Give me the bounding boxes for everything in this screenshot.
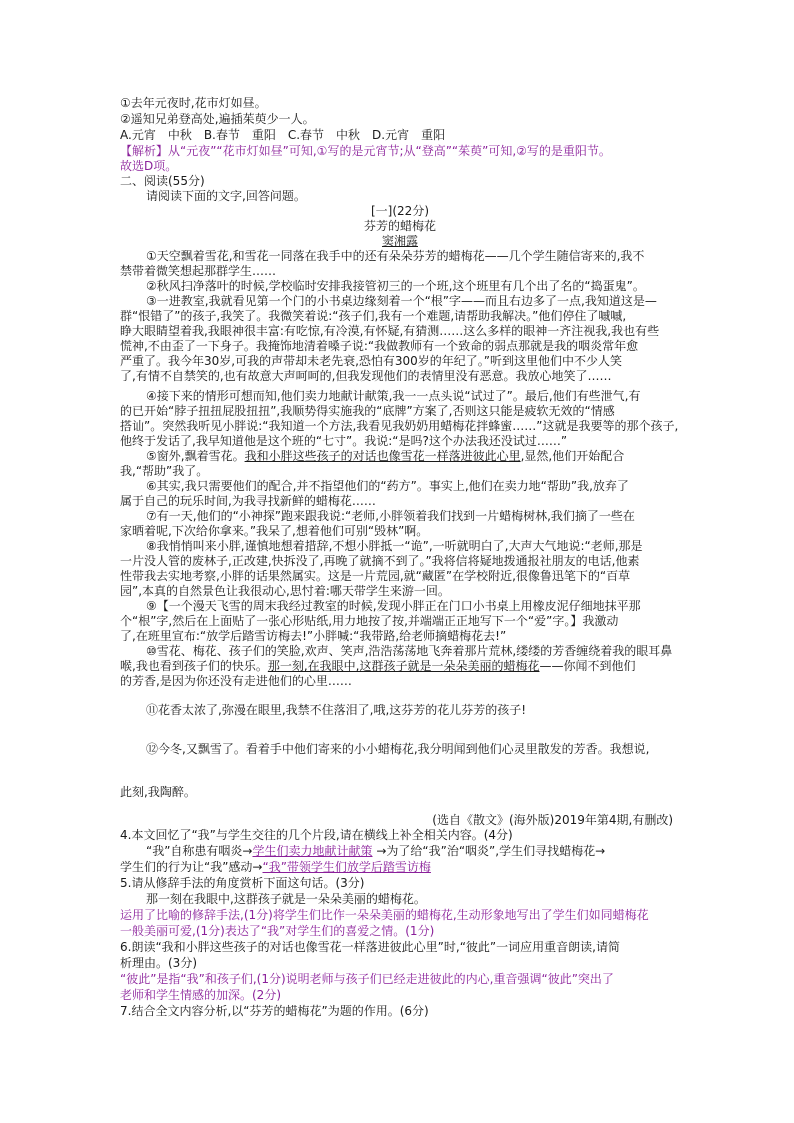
text-line: 家晒着呢,下次给你拿来。”我呆了,想着他们可别“毁林”啊。: [120, 524, 429, 538]
text-line: “我”自称患有咽炎→学生们卖力地献计献策 →为了给“我”治“咽炎”,学生们寻找蜡梅花→: [146, 844, 606, 858]
text-line: ①去年元夜时,花市灯如昼。: [120, 96, 267, 110]
text-line: 我,“帮助”我了。: [120, 464, 209, 478]
underlined-text: 我和小胖这些孩子的对话也像雪花一样落进彼此心里: [244, 449, 521, 463]
text-line: 故选D项。: [120, 159, 178, 173]
text-line: ⑨【一个漫天飞雪的周末我经过教室的时候,发现小胖正在门口小书桌上用橡皮泥仔细地抹平那: [146, 599, 641, 613]
text-line: 二、阅读(55分): [120, 174, 205, 188]
text-line: 慌神,不由歪了一下身子。我掩饰地清着嗓子说:“我做教师有一个致命的弱点那就是我的咽炎常年愈: [120, 339, 639, 353]
text-line: ④接下来的情形可想而知,他们卖力地献计献策,我一一点头说“试过了”。最后,他们有些泄气,有: [146, 389, 641, 403]
text-line: 析理由。(3分): [120, 956, 197, 970]
text-line: 7.结合全文内容分析,以“芬芳的蜡梅花”为题的作用。(6分): [120, 1004, 429, 1018]
text-line: 芬芳的蜡梅花: [363, 219, 436, 233]
text-line: ⑦有一天,他们的“小神探”跑来跟我说:“老师,小胖领着我们找到一片蜡梅树林,我们摘了一些在: [146, 509, 635, 523]
text-line: 4.本文回忆了“我”与学生交往的几个片段,请在横线上补全相关内容。(4分): [120, 828, 513, 842]
text-line: 此刻,我陶醉。: [120, 785, 196, 799]
text-line: A.元宵 中秋 B.春节 重阳 C.春节 中秋 D.元宵 重阳: [120, 128, 446, 142]
text-line: 老师和学生情感的加深。(2分): [120, 988, 281, 1002]
text-line: 【解析】从“元夜”“花市灯如昼”可知,①写的是元宵节;从“登高”“茱萸”可知,②写的是重阳节。: [120, 144, 611, 158]
text-line: ②遥知兄弟登高处,遍插茱萸少一人。: [120, 112, 315, 126]
text-line: 属于自己的玩乐时间,为我寻找新鲜的蜡梅花……: [120, 494, 376, 508]
text-line: ①天空飘着雪花,和雪花一同落在我手中的还有朵朵芬芳的蜡梅花——几个学生随信寄来的,我不: [146, 249, 645, 263]
text-line: 窦湘露: [381, 234, 418, 248]
text-line: 那一刻在我眼中,这群孩子就是一朵朵美丽的蜡梅花。: [146, 892, 426, 906]
text-line: 喉,我也看到孩子们的快乐。那一刻,在我眼中,这群孩子就是一朵朵美丽的蜡梅花——你闻不到他们: [120, 659, 636, 673]
underlined-text: “我”带领学生们放学后踏雪访梅: [262, 860, 431, 874]
text-line: 性带我去实地考察,小胖的话果然属实。这是一片荒园,就“藏匿”在学校附近,很像鲁迅笔下的“百草: [120, 569, 631, 583]
text-line: 他终于发话了,我早知道他是这个班的“七寸”。我说:“是吗?这个办法我还没试过……”: [120, 434, 568, 448]
underlined-text: 那一刻,在我眼中,这群孩子就是一朵朵美丽的蜡梅花: [267, 659, 540, 673]
text-line: 了,有情不自禁笑的,也有故意大声呵呵的,但我发现他们的表情里没有恶意。我放心地笑了……: [120, 369, 612, 383]
text-line: ③一进教室,我就看见第一个门的小书桌边缘刻着一个“根”字——而且右边多了一点,我知道这是—: [146, 294, 657, 308]
text-line: 个“根”字,然后在上面贴了一张心形贴纸,用力地按了按,并端端正正地写下一个“爱”字。】我激动: [120, 614, 619, 628]
text-line: [一](22分): [371, 204, 429, 218]
text-line: 的芳香,是因为你还没有走进他们的心里……: [120, 674, 352, 688]
text-line: 的已开始“脖子扭扭屁股扭扭”,我顺势得实施我的“底牌”方案了,否则这只能是疲软无效的“情感: [120, 404, 615, 418]
text-line: 5.请从修辞手法的角度赏析下面这句话。(3分): [120, 876, 365, 890]
underlined-text: 学生们卖力地献计献策: [252, 844, 373, 858]
text-line: 请阅读下面的文字,回答问题。: [146, 189, 306, 203]
text-line: 一般美丽可爱,(1分)表达了“我”对学生们的喜爱之情。(1分): [120, 924, 435, 938]
text-line: ⑤窗外,飘着雪花。我和小胖这些孩子的对话也像雪花一样落进彼此心里,显然,他们开始配合: [146, 449, 625, 463]
text-line: 了,在班里宣布:“放学后踏雪访梅去!”小胖喊:“我带路,给老师摘蜡梅花去!”: [120, 629, 507, 643]
text-line: 群“恨错了”的孩子,我笑了。我微笑着说:“孩子们,我有一个难题,请帮助我解决。”他们停住了嘁嘁,: [120, 309, 627, 323]
text-line: ②秋风扫净落叶的时候,学校临时安排我接管初三的一个班,这个班里有几个出了名的“捣蛋鬼”。: [146, 279, 645, 293]
text-line: 运用了比喻的修辞手法,(1分)将学生们比作一朵朵美丽的蜡梅花,生动形象地写出了学生们如同蜡梅花: [120, 908, 649, 922]
text-line: ⑫今冬,又飘雪了。看着手中他们寄来的小小蜡梅花,我分明闻到他们心灵里散发的芳香。我想说,: [146, 742, 650, 756]
text-line: ⑪花香太浓了,弥漫在眼里,我禁不住落泪了,哦,这芬芳的花儿芬芳的孩子!: [146, 703, 527, 717]
text-line: “彼此”是指“我”和孩子们,(1分)说明老师与孩子们已经走进彼此的内心,重音强调“彼此”突出了: [120, 972, 614, 986]
text-line: ⑧我悄悄叫来小胖,谨慎地想着措辞,不想小胖抵一“诡”,一听就明白了,大声大气地说:“老师,那是: [146, 539, 643, 553]
text-line: (选自《散文》(海外版)2019年第4期,有删改): [432, 813, 673, 827]
text-line: 园”,本真的自然景色让我很动心,思忖着:哪天带学生来游一回。: [120, 584, 450, 598]
text-line: ⑥其实,我只需要他们的配合,并不指望他们的“药方”。事实上,他们在卖力地“帮助”我,放弃了: [146, 479, 629, 493]
text-line: 搭讪”。突然我听见小胖说:“我知道一个方法,我看见我奶奶用蜡梅花拌蜂蜜……”这就是我要等的那个孩子,: [120, 419, 679, 433]
text-line: 一片没人管的废林子,正改建,快拆没了,再晚了就摘不到了。”我将信将疑地拨通报社朋友的电话,他素: [120, 554, 640, 568]
text-line: ⑩雪花、梅花、孩子们的笑脸,欢声、笑声,浩浩荡荡地飞奔着那片荒林,缕缕的芳香缠绕着我的眼耳鼻: [146, 644, 673, 658]
text-line: 睁大眼睛望着我,我眼神很丰富:有吃惊,有冷漠,有怀疑,有猜测……这么多样的眼神一齐注视我,我也有些: [120, 324, 660, 338]
text-line: 禁带着微笑想起那群学生……: [120, 264, 277, 278]
text-line: 严重了。我今年30岁,可我的声带却未老先衰,恐怕有300岁的年纪了。”听到这里他们中不少人笑: [120, 354, 623, 368]
text-line: 6.朗读“我和小胖这些孩子的对话也像雪花一样落进彼此心里”时,“彼此”一词应用重音朗读,请简: [120, 940, 620, 954]
text-line: 学生们的行为让“我”感动→“我”带领学生们放学后踏雪访梅: [120, 860, 431, 874]
